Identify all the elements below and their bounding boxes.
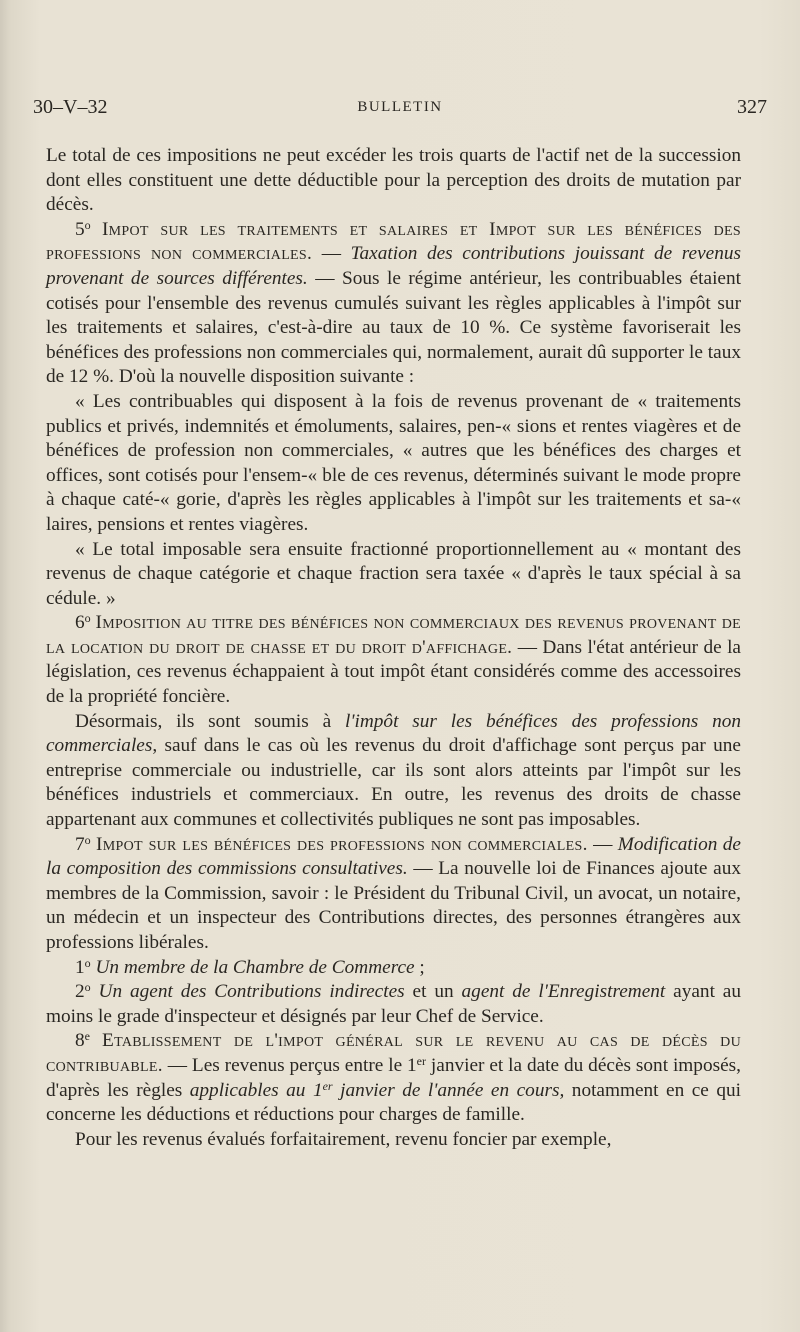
paragraph [46, 833, 741, 956]
text-segment [91, 981, 99, 1002]
paragraph [46, 1128, 741, 1153]
text-segment: « Le total imposable sera ensuite fractionné proportionnellement au « montant des revenus de chaque catégorie et chaque fraction sera taxée « d'après le taux spécial à sa cédule. » [46, 538, 741, 609]
text-segment: — [587, 833, 618, 855]
text-segment: « Les contribuables qui disposent à la fois de revenus provenant de « traitements publics et privés, indemnités et émoluments, salaires, pen-« sions et rentes viagères et de bénéfices de profession non commerciales, « autres que les bénéfices des charges et offices, sont cotisés pour l'ensem-« ble de ces revenus, déterminés suivant le mode propre à chaque caté-« gorie, d'après les règles applicables à l'impôt sur les traitements et sa-« laires, pensions et rentes viagères. [46, 390, 741, 535]
text-segment: Etablissement de l'impot général sur le revenu au cas de décès du contribuable. [46, 1030, 741, 1076]
paragraph [46, 144, 741, 218]
text-segment: janvier et la date du décès sont imposés, d'après les règles [46, 1054, 741, 1101]
text-segment: agent de l'Enregistrement [461, 981, 666, 1003]
text-segment: ayant au moins le grade d'inspecteur et désignés par leur Chef de Service. [46, 981, 742, 1027]
text-segment: o [84, 832, 91, 847]
text-segment: — Les revenus perçus entre le 1 [162, 1054, 417, 1076]
text-segment: , sauf dans le cas où les revenus du droit d'affichage sont perçus par une entreprise commerciale ou industrielle, car ils sont alors atteints par l'impôt sur les bénéfices industriels et commerciaux. En outre, les revenus des droits de chasse appartenant aux communes et collectivités publiques ne sont pas imposables. [46, 735, 741, 831]
text-segment: Impot sur les bénéfices des professions non commerciales. [96, 833, 588, 855]
text-segment: Un membre de la Chambre de Commerce [95, 956, 415, 978]
text-segment: et un [404, 981, 462, 1003]
text-segment: o [84, 955, 91, 970]
text-segment: 8 [75, 1030, 85, 1052]
paragraph [46, 390, 741, 538]
text-segment: Un agent des Contributions indirectes [98, 981, 405, 1003]
text-segment: applicables au 1 [189, 1079, 323, 1101]
text-segment: er [416, 1053, 426, 1068]
text-segment: — [312, 243, 351, 265]
header-date: 30–V–32 [33, 96, 108, 118]
text-segment: o [84, 217, 91, 232]
header-title: BULLETIN [357, 99, 443, 115]
text-segment: o [84, 980, 91, 995]
text-segment: 2 [75, 981, 85, 1003]
page-number: 327 [737, 96, 767, 118]
paragraph [46, 1029, 741, 1127]
paragraph [46, 538, 741, 612]
text-segment: Impot sur les traitements et salaires et Impot sur les bénéfices des professions non commerciales. [46, 218, 741, 265]
text-segment: e [84, 1029, 90, 1044]
text-segment: Modification de la composition des commissions consultatives. [46, 833, 741, 880]
paragraph [46, 956, 741, 981]
text-segment: — Dans l'état antérieur de la législation, ces revenus échappaient à tout impôt étant considérés comme des accessoires de la propriété foncière. [46, 636, 741, 708]
text-segment: Le total de ces impositions ne peut excéder les trois quarts de l'actif net de la succession dont elles constituent une dette déductible pour la perception des droits de mutation par décès. [46, 145, 741, 216]
text-segment: l'impôt sur les bénéfices des professions non commerciales [46, 710, 741, 757]
text-segment: 5 [75, 218, 85, 240]
text-segment: o [84, 611, 91, 626]
text-segment: Taxation des contributions jouissant de revenus provenant de sources différentes. [46, 243, 742, 289]
running-header [33, 96, 767, 124]
text-segment: Désormais, ils sont soumis à [75, 710, 346, 732]
paragraph [46, 710, 741, 833]
text-segment: ; [414, 956, 425, 978]
paragraph [46, 980, 741, 1029]
text-segment: janvier de l'année en cours, [332, 1079, 565, 1101]
text-segment: Imposition au titre des bénéfices non commerciaux des revenus provenant de la location du droit de chasse et du droit d'affichage. [46, 612, 741, 658]
paragraph [46, 611, 741, 709]
body-text [46, 144, 741, 1152]
paragraph [46, 218, 741, 390]
text-segment [91, 219, 102, 240]
text-segment: — La nouvelle loi de Finances ajoute aux membres de la Commission, savoir : le Président du Tribunal Civil, un avocat, un notaire, un médecin et un inspecteur des Contributions directes, des personnes étrangères aux professions libérales. [46, 858, 741, 953]
text-segment: 1 [75, 956, 85, 978]
text-segment: 6 [75, 612, 85, 634]
text-segment: Pour les revenus évalués forfaitairement, revenu foncier par exemple, [75, 1128, 612, 1150]
text-segment: 7 [75, 833, 85, 855]
text-segment: notamment en ce qui concerne les déductions et réductions pour charges de famille. [46, 1079, 741, 1126]
text-segment: — Sous le régime antérieur, les contribuables étaient cotisés pour l'ensemble des revenus cumulés suivant les règles applicables à l'impôt sur les traitements et salaires, c'est-à-dire au taux de 10 %. Ce système favoriserait les bénéfices des professions non commerciales qui, normalement, aurait dû supporter le taux de 12 %. D'où la nouvelle disposition suivante : [46, 267, 741, 388]
text-segment [90, 1030, 102, 1051]
text-segment: er [322, 1078, 333, 1093]
